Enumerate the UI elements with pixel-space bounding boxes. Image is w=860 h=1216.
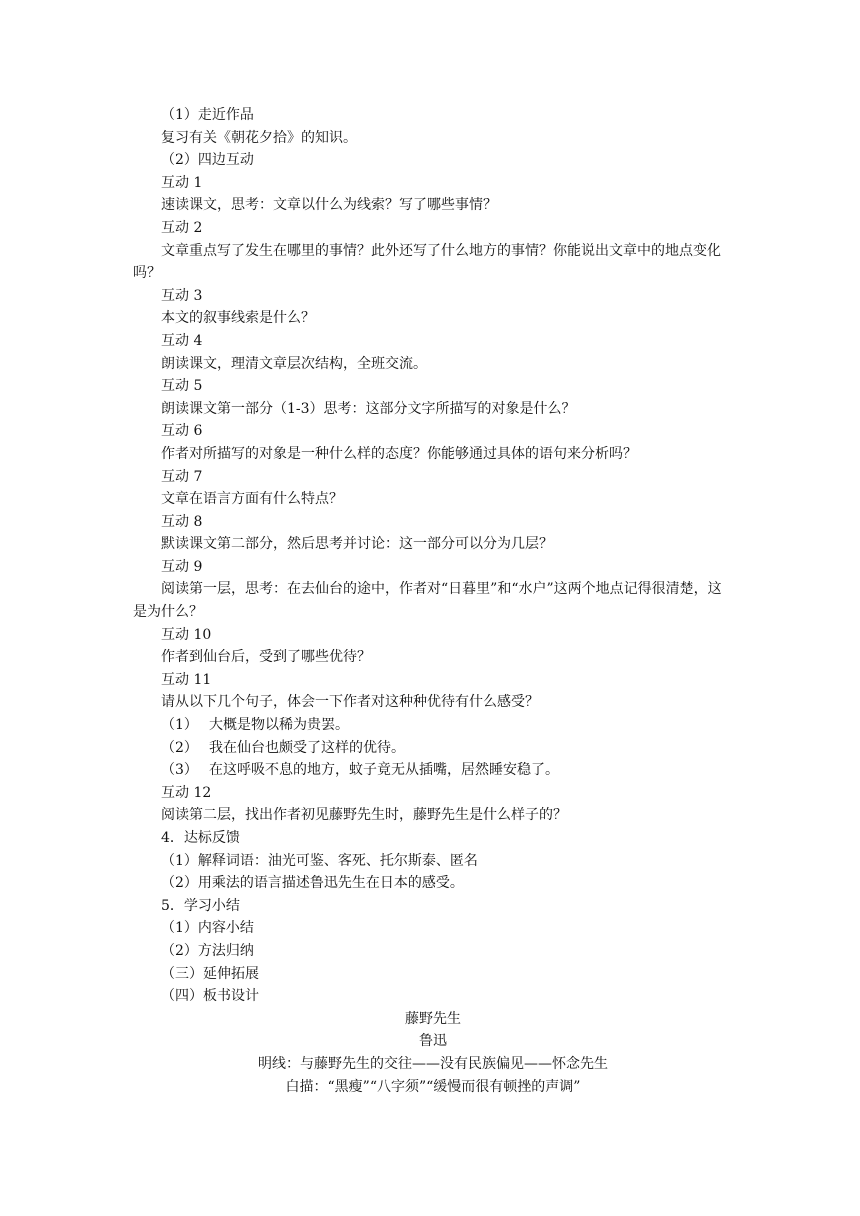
section-heading: 5．学习小结	[161, 897, 240, 914]
list-text: 我在仙台也颇受了这样的优待。	[209, 739, 405, 756]
document-body	[133, 104, 733, 1098]
list-number: （2）	[161, 739, 198, 756]
paragraph: 朗读课文第一部分（1-3）思考：这部分文字所描写的对象是什么？	[161, 400, 576, 417]
paragraph: （2）方法归纳	[161, 942, 254, 959]
board-author: 鲁迅	[419, 1033, 447, 1050]
interaction-label: 互动 2	[161, 219, 203, 236]
interaction-label: 互动 9	[161, 558, 203, 575]
paragraph: 文章重点写了发生在哪里的事情？此外还写了什么地方的事情？你能说出文章中的地点变化吗？	[133, 242, 721, 282]
interaction-label: 互动 11	[161, 671, 212, 688]
paragraph: 作者对所描写的对象是一种什么样的态度？你能够通过具体的语句来分析吗？	[161, 445, 637, 462]
paragraph: （1）解释词语：油光可鉴、客死、托尔斯泰、匿名	[161, 852, 478, 869]
interaction-label: 互动 12	[161, 784, 212, 801]
interaction-label: 互动 3	[161, 287, 203, 304]
section-heading: （1）走近作品	[161, 107, 254, 123]
section-heading: 4．达标反馈	[161, 830, 240, 846]
interaction-label: 互动 1	[161, 174, 203, 191]
paragraph: 文章在语言方面有什么特点？	[161, 491, 343, 508]
paragraph: 默读课文第二部分，然后思考并讨论：这一部分可以分为几层？	[161, 536, 553, 553]
list-number: （3）	[161, 762, 198, 779]
board-design	[133, 1008, 733, 1098]
interaction-label: 互动 4	[161, 332, 203, 349]
sentence-list	[133, 714, 733, 782]
section-heading: （三）延伸拓展	[161, 965, 259, 982]
paragraph: （1）内容小结	[161, 920, 254, 937]
list-item	[133, 759, 733, 782]
board-line-clue: 明线：与藤野先生的交往——没有民族偏见——怀念先生	[258, 1055, 608, 1072]
paragraph: 复习有关《朝花夕拾》的知识。	[161, 129, 357, 146]
list-text: 大概是物以稀为贵罢。	[209, 717, 349, 734]
list-item	[133, 737, 733, 760]
list-item	[133, 714, 733, 737]
interaction-label: 互动 6	[161, 423, 203, 440]
interaction-label: 互动 7	[161, 468, 203, 485]
board-line-sketch: 白描：“黑瘦”“八字须”“缓慢而很有顿挫的声调”	[285, 1078, 581, 1095]
section-heading: （2）四边互动	[161, 152, 254, 169]
list-text: 在这呼吸不息的地方，蚊子竟无从插嘴，居然睡安稳了。	[209, 762, 559, 779]
interaction-label: 互动 10	[161, 626, 212, 643]
paragraph: 速读课文，思考：文章以什么为线索？写了哪些事情？	[161, 197, 497, 214]
paragraph: 朗读课文，理清文章层次结构，全班交流。	[161, 355, 427, 372]
paragraph: 阅读第二层，找出作者初见藤野先生时，藤野先生是什么样子的？	[161, 807, 567, 824]
paragraph: 请从以下几个句子，体会一下作者对这种种优待有什么感受？	[161, 694, 539, 711]
section-heading: （四）板书设计	[161, 988, 259, 1005]
paragraph: 阅读第一层，思考：在去仙台的途中，作者对“日暮里”和“水户”这两个地点记得很清楚，这是为什么？	[133, 581, 722, 621]
interaction-label: 互动 8	[161, 513, 203, 530]
paragraph: 本文的叙事线索是什么？	[161, 310, 315, 327]
paragraph: 作者到仙台后，受到了哪些优待？	[161, 649, 371, 666]
list-number: （1）	[161, 717, 198, 734]
interaction-label: 互动 5	[161, 378, 203, 395]
board-title: 藤野先生	[405, 1010, 461, 1027]
paragraph: （2）用乘法的语言描述鲁迅先生在日本的感受。	[161, 875, 464, 892]
